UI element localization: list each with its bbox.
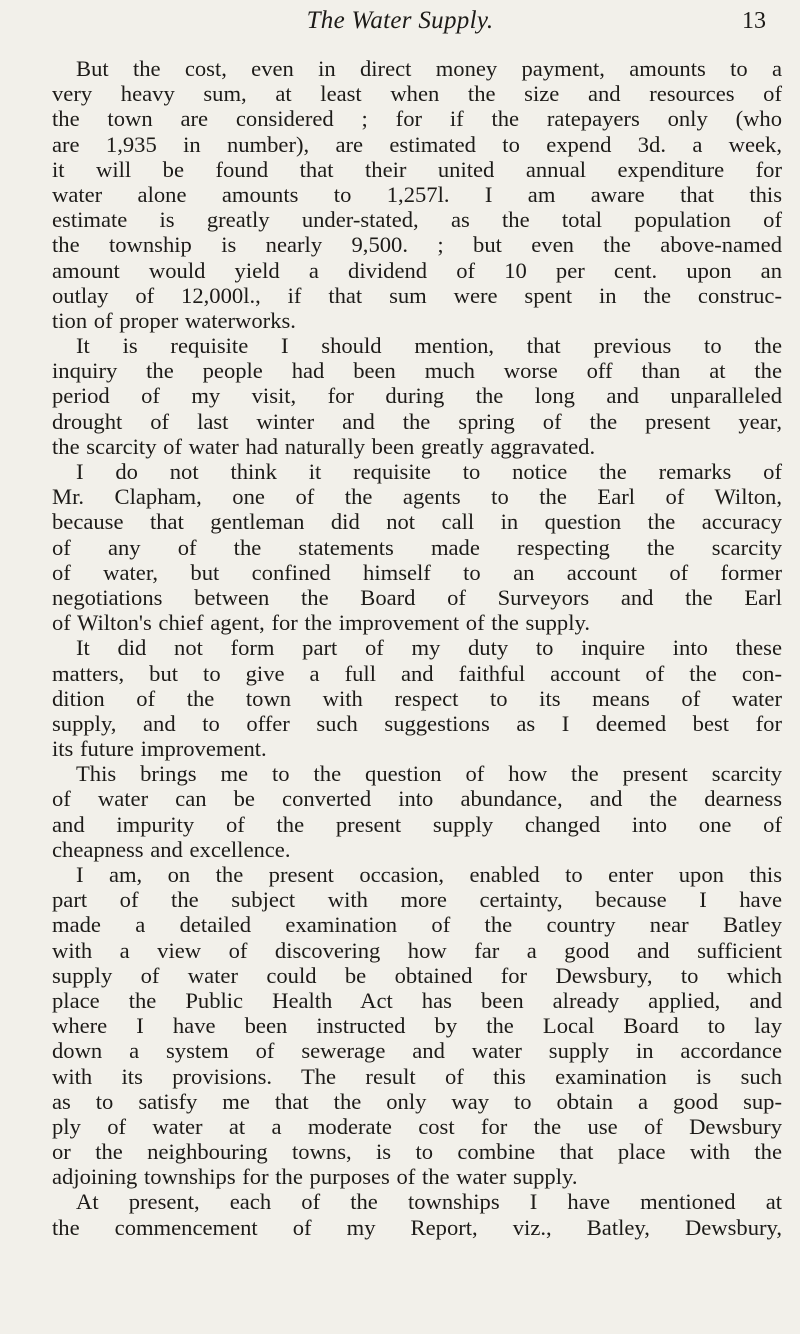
text-line: adjoining townships for the purposes of the water supply. [52, 1164, 578, 1190]
text-line: are 1,935 in number), are estimated to expend 3d. a week, [52, 131, 782, 157]
text-line: inquiry the people had been much worse off than at the [52, 358, 782, 384]
text-line: dition of the town with respect to its means of water [52, 685, 782, 711]
text-line: place the Public Health Act has been already applied, and [52, 987, 782, 1013]
text-line: estimate is greatly under-stated, as the total population of [52, 207, 782, 233]
text-line: cheapness and excellence. [52, 836, 291, 862]
text-line: and impurity of the present supply changed into one of [52, 811, 782, 837]
text-line: down a system of sewerage and water supply in accordance [52, 1038, 782, 1064]
text-line: its future improvement. [52, 736, 267, 762]
text-line: I do not think it requisite to notice the remarks of [76, 459, 782, 484]
text-line: where I have been instructed by the Local Board to lay [52, 1013, 782, 1039]
text-line: part of the subject with more certainty, because I have [52, 887, 782, 913]
text-line: period of my visit, for during the long and unparalleled [52, 383, 782, 409]
text-line: very heavy sum, at least when the size and resources of [52, 81, 782, 107]
text-line: It is requisite I should mention, that previous to the [76, 333, 782, 359]
text-line: with a view of discovering how far a good and sufficient [52, 937, 782, 963]
text-line: drought of last winter and the spring of the present year, [52, 408, 782, 434]
text-line: or the neighbouring towns, is to combine that place with the [52, 1139, 782, 1165]
text-line: It did not form part of my duty to inquire into these [76, 635, 782, 661]
text-line: This brings me to the question of how the present scarcity [76, 761, 782, 787]
text-line: water alone amounts to 1,257l. I am aware that this [52, 181, 782, 207]
page-number: 13 [742, 8, 766, 34]
body-text [52, 56, 782, 1240]
text-line: matters, but to give a full and faithful account of the con- [52, 660, 782, 686]
text-line: I am, on the present occasion, enabled to enter upon this [76, 862, 782, 887]
text-line: the scarcity of water had naturally been greatly aggravated. [52, 433, 596, 459]
text-line: of Wilton's chief agent, for the improvement of the supply. [52, 610, 590, 636]
text-line: the township is nearly 9,500. ; but even the above-named [52, 232, 782, 258]
text-line: negotiations between the Board of Surveyors and the Earl [52, 584, 782, 610]
text-line: ply of water at a moderate cost for the use of Dewsbury [52, 1113, 782, 1139]
text-line: as to satisfy me that the only way to obtain a good sup- [52, 1088, 782, 1114]
running-header [0, 4, 800, 38]
text-line: made a detailed examination of the country near Batley [52, 912, 782, 938]
text-line: of water, but confined himself to an account of former [52, 559, 782, 585]
text-line: outlay of 12,000l., if that sum were spent in the construc- [52, 282, 782, 308]
text-line: supply of water could be obtained for Dewsbury, to which [52, 962, 782, 988]
text-line: amount would yield a dividend of 10 per cent. upon an [52, 257, 782, 283]
text-line: At present, each of the townships I have mentioned at [76, 1189, 782, 1215]
text-line: supply, and to offer such suggestions as I deemed best for [52, 710, 782, 736]
text-line: Mr. Clapham, one of the agents to the Earl of Wilton, [52, 484, 782, 510]
text-line: the town are considered ; for if the ratepayers only (who [52, 106, 782, 132]
text-line: because that gentleman did not call in question the accuracy [52, 509, 782, 535]
text-line: tion of proper waterworks. [52, 307, 296, 333]
running-title: The Water Supply. [306, 7, 494, 34]
text-line: it will be found that their united annual expenditure for [52, 156, 782, 182]
text-line: of water can be converted into abundance, and the dearness [52, 786, 782, 812]
text-line: of any of the statements made respecting the scarcity [52, 534, 782, 560]
text-line: with its provisions. The result of this examination is such [52, 1063, 782, 1089]
text-line: the commencement of my Report, viz., Batley, Dewsbury, [52, 1214, 782, 1240]
text-line: But the cost, even in direct money payment, amounts to a [76, 56, 782, 81]
